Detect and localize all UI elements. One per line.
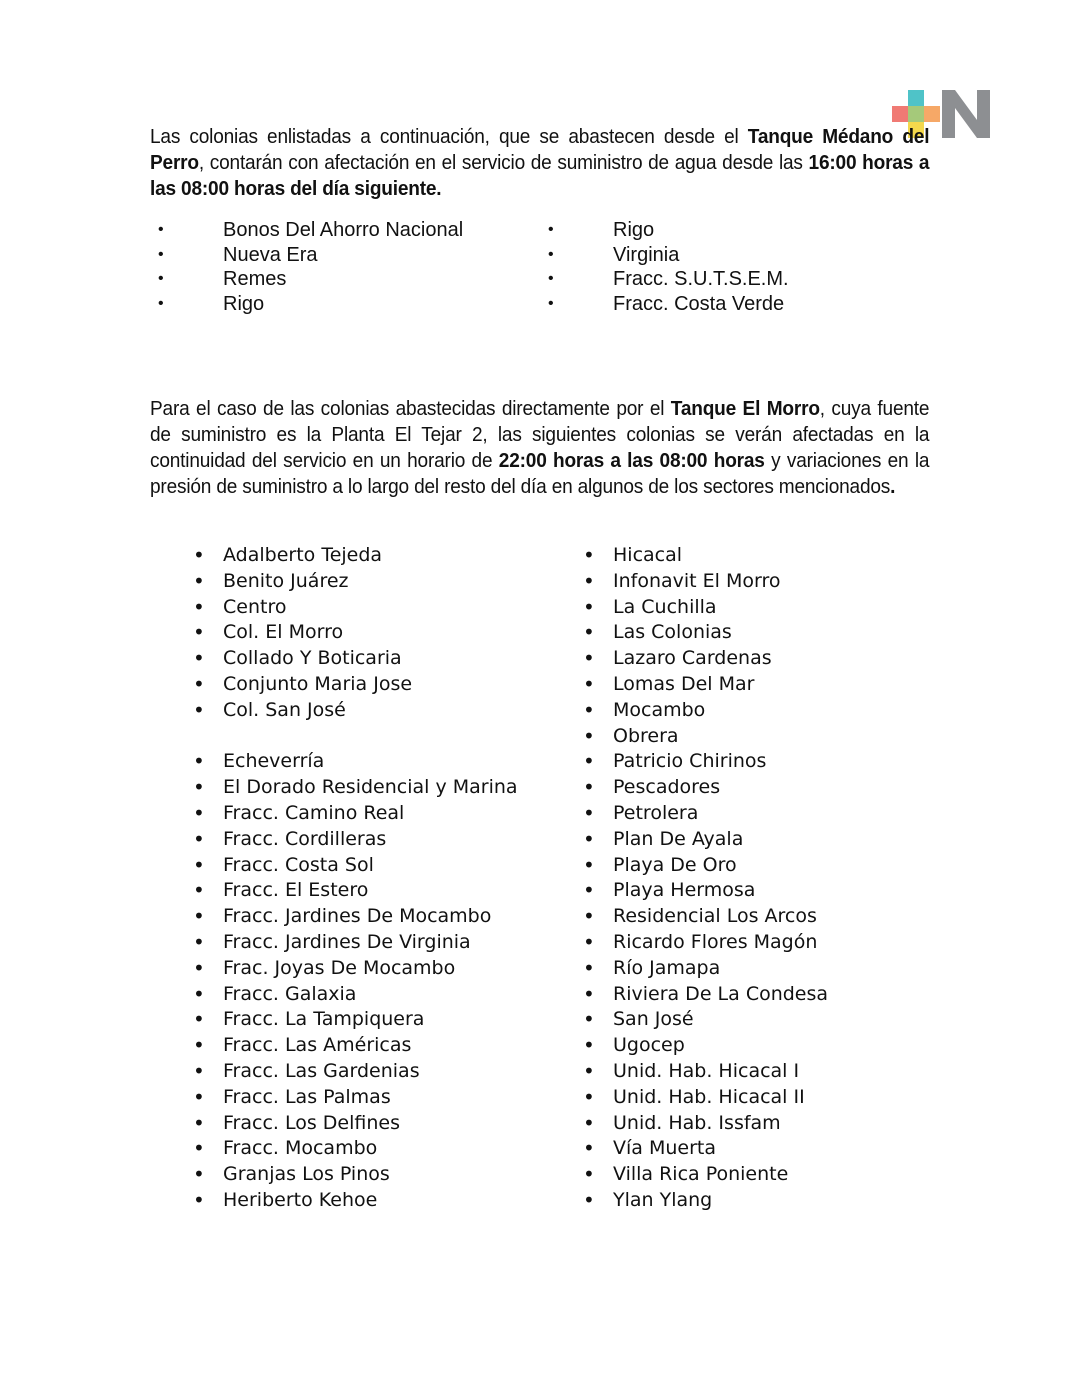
list-item bbox=[548, 292, 928, 317]
schedule-medano: 16:00 horas a las 08:00 horas del día siguiente. bbox=[150, 151, 930, 200]
list-item-label: Fracc. Mocambo bbox=[223, 1137, 378, 1160]
bullet-icon: • bbox=[193, 1110, 205, 1135]
bullet-icon: • bbox=[583, 904, 595, 929]
bullet-icon: • bbox=[583, 646, 595, 671]
list-item bbox=[193, 1162, 563, 1188]
list-item bbox=[548, 218, 928, 243]
list-item-label: Heriberto Kehoe bbox=[223, 1188, 378, 1211]
intro-paragraph-medano bbox=[150, 124, 929, 202]
list-item bbox=[583, 1188, 953, 1214]
list-item-label: Fracc. Camino Real bbox=[223, 801, 405, 824]
list-item bbox=[158, 218, 538, 243]
list-item-label: Benito Juárez bbox=[223, 569, 349, 592]
bullet-icon: • bbox=[583, 826, 595, 851]
bullet-icon: • bbox=[193, 1033, 205, 1058]
list-item-label: Las Colonias bbox=[613, 621, 732, 644]
list-item-label: Fracc. Jardines De Virginia bbox=[223, 930, 471, 953]
bullet-icon: • bbox=[193, 1084, 205, 1109]
list-item-label: Remes bbox=[223, 268, 287, 290]
list-item-label: Adalberto Tejeda bbox=[223, 544, 383, 566]
bullet-icon: • bbox=[583, 568, 595, 593]
list-item-label: Infonavit El Morro bbox=[613, 569, 781, 592]
list-item-label: Col. El Morro bbox=[223, 621, 344, 644]
bullet-icon: • bbox=[193, 929, 205, 954]
bullet-icon: • bbox=[193, 543, 205, 567]
bullet-icon: • bbox=[158, 294, 164, 312]
bullet-icon: • bbox=[193, 749, 205, 774]
list-item bbox=[193, 1136, 563, 1162]
list-item bbox=[583, 595, 953, 621]
list-item bbox=[193, 749, 563, 775]
list-item bbox=[193, 569, 563, 595]
list-item bbox=[583, 1111, 953, 1137]
list-item-label: Riviera De La Condesa bbox=[613, 982, 829, 1005]
list-item bbox=[583, 620, 953, 646]
list-item-label: Villa Rica Poniente bbox=[613, 1163, 789, 1186]
bullet-icon: • bbox=[583, 981, 595, 1006]
bullet-icon: • bbox=[583, 697, 595, 722]
list-item bbox=[158, 267, 538, 292]
list-item bbox=[193, 930, 563, 956]
list-item bbox=[158, 292, 538, 317]
list-item bbox=[193, 1111, 563, 1137]
list-item bbox=[193, 775, 563, 801]
bullet-icon: • bbox=[158, 221, 164, 238]
list-item bbox=[583, 904, 953, 930]
bullet-icon: • bbox=[583, 1136, 595, 1161]
bullet-icon: • bbox=[583, 800, 595, 825]
list-item bbox=[583, 956, 953, 982]
list-item-label: Playa Hermosa bbox=[613, 879, 756, 902]
list-item bbox=[583, 982, 953, 1008]
list-item-label: San José bbox=[613, 1008, 694, 1031]
bullet-icon: • bbox=[193, 697, 205, 722]
list-item-label: Nueva Era bbox=[223, 243, 318, 266]
list-item-label: Fracc. Cordilleras bbox=[223, 827, 387, 850]
schedule-morro: 22:00 horas a las 08:00 horas bbox=[498, 449, 765, 472]
list-item bbox=[583, 749, 953, 775]
list-item-label: Col. San José bbox=[223, 698, 346, 721]
list-item bbox=[158, 243, 538, 268]
list-item bbox=[583, 930, 953, 956]
list-item-label: Fracc. Galaxia bbox=[223, 982, 357, 1005]
bullet-icon: • bbox=[193, 826, 205, 851]
bullet-icon: • bbox=[548, 245, 554, 263]
list-item-label: Rigo bbox=[613, 219, 655, 241]
bullet-icon: • bbox=[583, 955, 595, 980]
list-item bbox=[583, 1162, 953, 1188]
list-item-label: Obrera bbox=[613, 724, 679, 747]
paragraph-text: y variaciones en la presión de suministro a lo largo del resto del día en algunos de los sectores mencionados bbox=[150, 449, 930, 498]
bullet-icon: • bbox=[583, 852, 595, 877]
bullet-icon: • bbox=[193, 1162, 205, 1187]
list-item-label: Virginia bbox=[613, 243, 680, 266]
list-item bbox=[193, 1085, 563, 1111]
paragraph-text: , contarán con afectación en el servicio de suministro de agua desde las bbox=[198, 151, 809, 174]
paragraph-text: Para el caso de las colonias abastecidas directamente por el bbox=[150, 397, 671, 420]
list-item bbox=[193, 1007, 563, 1033]
medano-list-right bbox=[548, 218, 928, 316]
list-item bbox=[548, 243, 928, 268]
list-item bbox=[193, 595, 563, 621]
bullet-icon: • bbox=[193, 568, 205, 593]
list-item bbox=[548, 267, 928, 292]
bullet-icon: • bbox=[193, 594, 205, 619]
list-item-label: Mocambo bbox=[613, 698, 706, 721]
bullet-icon: • bbox=[193, 800, 205, 825]
list-item-label: La Cuchilla bbox=[613, 595, 717, 618]
list-item-label: Collado Y Boticaria bbox=[223, 647, 402, 670]
bullet-icon: • bbox=[583, 775, 595, 800]
list-item bbox=[193, 904, 563, 930]
list-item bbox=[193, 878, 563, 904]
bullet-icon: • bbox=[158, 270, 164, 287]
bullet-icon: • bbox=[583, 671, 595, 696]
list-item bbox=[583, 1059, 953, 1085]
list-item bbox=[583, 569, 953, 595]
logo-letter-n-icon bbox=[942, 90, 990, 138]
bullet-icon: • bbox=[193, 1007, 205, 1032]
bullet-icon: • bbox=[193, 904, 205, 929]
bullet-icon: • bbox=[583, 620, 595, 645]
list-item bbox=[583, 1136, 953, 1162]
list-item bbox=[193, 1059, 563, 1085]
list-item-label: Centro bbox=[223, 595, 287, 618]
tank-name-medano: Tanque Médano del Perro bbox=[150, 125, 930, 174]
list-item-label: Echeverría bbox=[223, 750, 325, 773]
bullet-icon: • bbox=[583, 749, 595, 774]
list-item bbox=[583, 1007, 953, 1033]
list-item bbox=[193, 1188, 563, 1214]
list-item bbox=[193, 853, 563, 879]
list-item-label: Fracc. Costa Sol bbox=[223, 853, 374, 876]
list-item-label: Fracc. Las Palmas bbox=[223, 1085, 391, 1108]
bullet-icon: • bbox=[193, 878, 205, 903]
bullet-icon: • bbox=[193, 1058, 205, 1083]
list-item bbox=[583, 543, 953, 569]
list-item-label: Unid. Hab. Hicacal I bbox=[613, 1059, 800, 1082]
bullet-icon: • bbox=[548, 270, 554, 287]
bullet-icon: • bbox=[583, 1084, 595, 1109]
bullet-icon: • bbox=[583, 929, 595, 954]
list-item bbox=[583, 672, 953, 698]
list-item-label: Ugocep bbox=[613, 1034, 685, 1057]
list-item-label: Fracc. Las Américas bbox=[223, 1034, 412, 1057]
list-item-label: Unid. Hab. Hicacal II bbox=[613, 1085, 805, 1108]
list-item-label: Fracc. Costa Verde bbox=[613, 292, 785, 315]
list-item bbox=[583, 646, 953, 672]
list-item bbox=[193, 982, 563, 1008]
intro-paragraph-morro bbox=[150, 396, 929, 500]
list-item-label: Bonos Del Ahorro Nacional bbox=[223, 219, 464, 241]
list-item-label: Fracc. Jardines De Mocambo bbox=[223, 905, 492, 928]
paragraph-text: , cuya fuente de suministro es la Planta El Tejar 2, las siguientes colonias se verán afectadas en la continuidad del servicio en un horario de bbox=[150, 397, 930, 472]
list-item bbox=[193, 956, 563, 982]
list-item-label: Ricardo Flores Magón bbox=[613, 930, 818, 953]
list-item-label: Vía Muerta bbox=[613, 1137, 716, 1160]
list-spacer bbox=[193, 724, 563, 750]
list-item-label: Residencial Los Arcos bbox=[613, 905, 817, 928]
bullet-icon: • bbox=[583, 1162, 595, 1187]
list-item-label: Fracc. Los Delfines bbox=[223, 1111, 400, 1134]
list-item-label: Ylan Ylang bbox=[613, 1188, 713, 1211]
list-item bbox=[193, 801, 563, 827]
bullet-icon: • bbox=[193, 646, 205, 671]
bullet-icon: • bbox=[583, 594, 595, 619]
list-item bbox=[193, 646, 563, 672]
list-item-label: El Dorado Residencial y Marina bbox=[223, 776, 518, 799]
list-item bbox=[193, 543, 563, 569]
list-item bbox=[193, 620, 563, 646]
list-item bbox=[193, 698, 563, 724]
list-item bbox=[583, 801, 953, 827]
list-item bbox=[193, 672, 563, 698]
list-item bbox=[583, 724, 953, 750]
list-item bbox=[583, 827, 953, 853]
bullet-icon: • bbox=[193, 620, 205, 645]
logo-square-center bbox=[908, 106, 924, 122]
bullet-icon: • bbox=[583, 878, 595, 903]
list-item bbox=[583, 698, 953, 724]
bullet-icon: • bbox=[583, 1110, 595, 1135]
list-item bbox=[583, 775, 953, 801]
bullet-icon: • bbox=[583, 1033, 595, 1058]
list-item-label: Conjunto Maria Jose bbox=[223, 672, 413, 695]
bullet-icon: • bbox=[158, 245, 164, 263]
list-item-label: Hicacal bbox=[613, 544, 683, 566]
bullet-icon: • bbox=[583, 543, 595, 567]
bullet-icon: • bbox=[583, 1058, 595, 1083]
bullet-icon: • bbox=[548, 221, 554, 238]
paragraph-period: . bbox=[890, 475, 896, 498]
list-item-label: Fracc. La Tampiquera bbox=[223, 1008, 425, 1031]
bullet-icon: • bbox=[193, 775, 205, 800]
tank-name-morro: Tanque El Morro bbox=[670, 397, 820, 420]
list-item-label: Río Jamapa bbox=[613, 956, 721, 979]
morro-list-left bbox=[193, 543, 563, 1214]
bullet-icon: • bbox=[193, 1187, 205, 1212]
bullet-icon: • bbox=[583, 1187, 595, 1212]
list-item bbox=[193, 827, 563, 853]
list-item-label: Rigo bbox=[223, 292, 265, 315]
list-item-label: Fracc. S.U.T.S.E.M. bbox=[613, 268, 789, 290]
logo-square-top bbox=[908, 90, 924, 106]
morro-list-right bbox=[583, 543, 953, 1214]
logo-square-right bbox=[924, 106, 940, 122]
bullet-icon: • bbox=[548, 294, 554, 312]
paragraph-text: Las colonias enlistadas a continuación, que se abastecen desde el bbox=[150, 125, 748, 148]
list-item bbox=[583, 1085, 953, 1111]
list-item-label: Pescadores bbox=[613, 776, 721, 799]
medano-list-left bbox=[158, 218, 538, 316]
list-item-label: Playa De Oro bbox=[613, 853, 737, 876]
bullet-icon: • bbox=[193, 955, 205, 980]
list-item-label: Unid. Hab. Issfam bbox=[613, 1111, 781, 1134]
list-item-label: Fracc. El Estero bbox=[223, 879, 369, 902]
list-item bbox=[583, 853, 953, 879]
list-item-label: Lazaro Cardenas bbox=[613, 647, 772, 670]
list-item-label: Fracc. Las Gardenias bbox=[223, 1059, 420, 1082]
list-item-label: Frac. Joyas De Mocambo bbox=[223, 956, 456, 979]
bullet-icon: • bbox=[583, 723, 595, 748]
bullet-icon: • bbox=[193, 1136, 205, 1161]
list-item-label: Petrolera bbox=[613, 801, 699, 824]
list-item bbox=[583, 878, 953, 904]
bullet-icon: • bbox=[583, 1007, 595, 1032]
list-item bbox=[583, 1033, 953, 1059]
logo-square-left bbox=[892, 106, 908, 122]
list-item bbox=[193, 1033, 563, 1059]
list-item-label: Plan De Ayala bbox=[613, 827, 744, 850]
list-item-label: Lomas Del Mar bbox=[613, 672, 755, 695]
bullet-icon: • bbox=[193, 981, 205, 1006]
list-item-label: Granjas Los Pinos bbox=[223, 1163, 390, 1186]
list-item-label: Patricio Chirinos bbox=[613, 750, 767, 773]
bullet-icon: • bbox=[193, 671, 205, 696]
bullet-icon: • bbox=[193, 852, 205, 877]
